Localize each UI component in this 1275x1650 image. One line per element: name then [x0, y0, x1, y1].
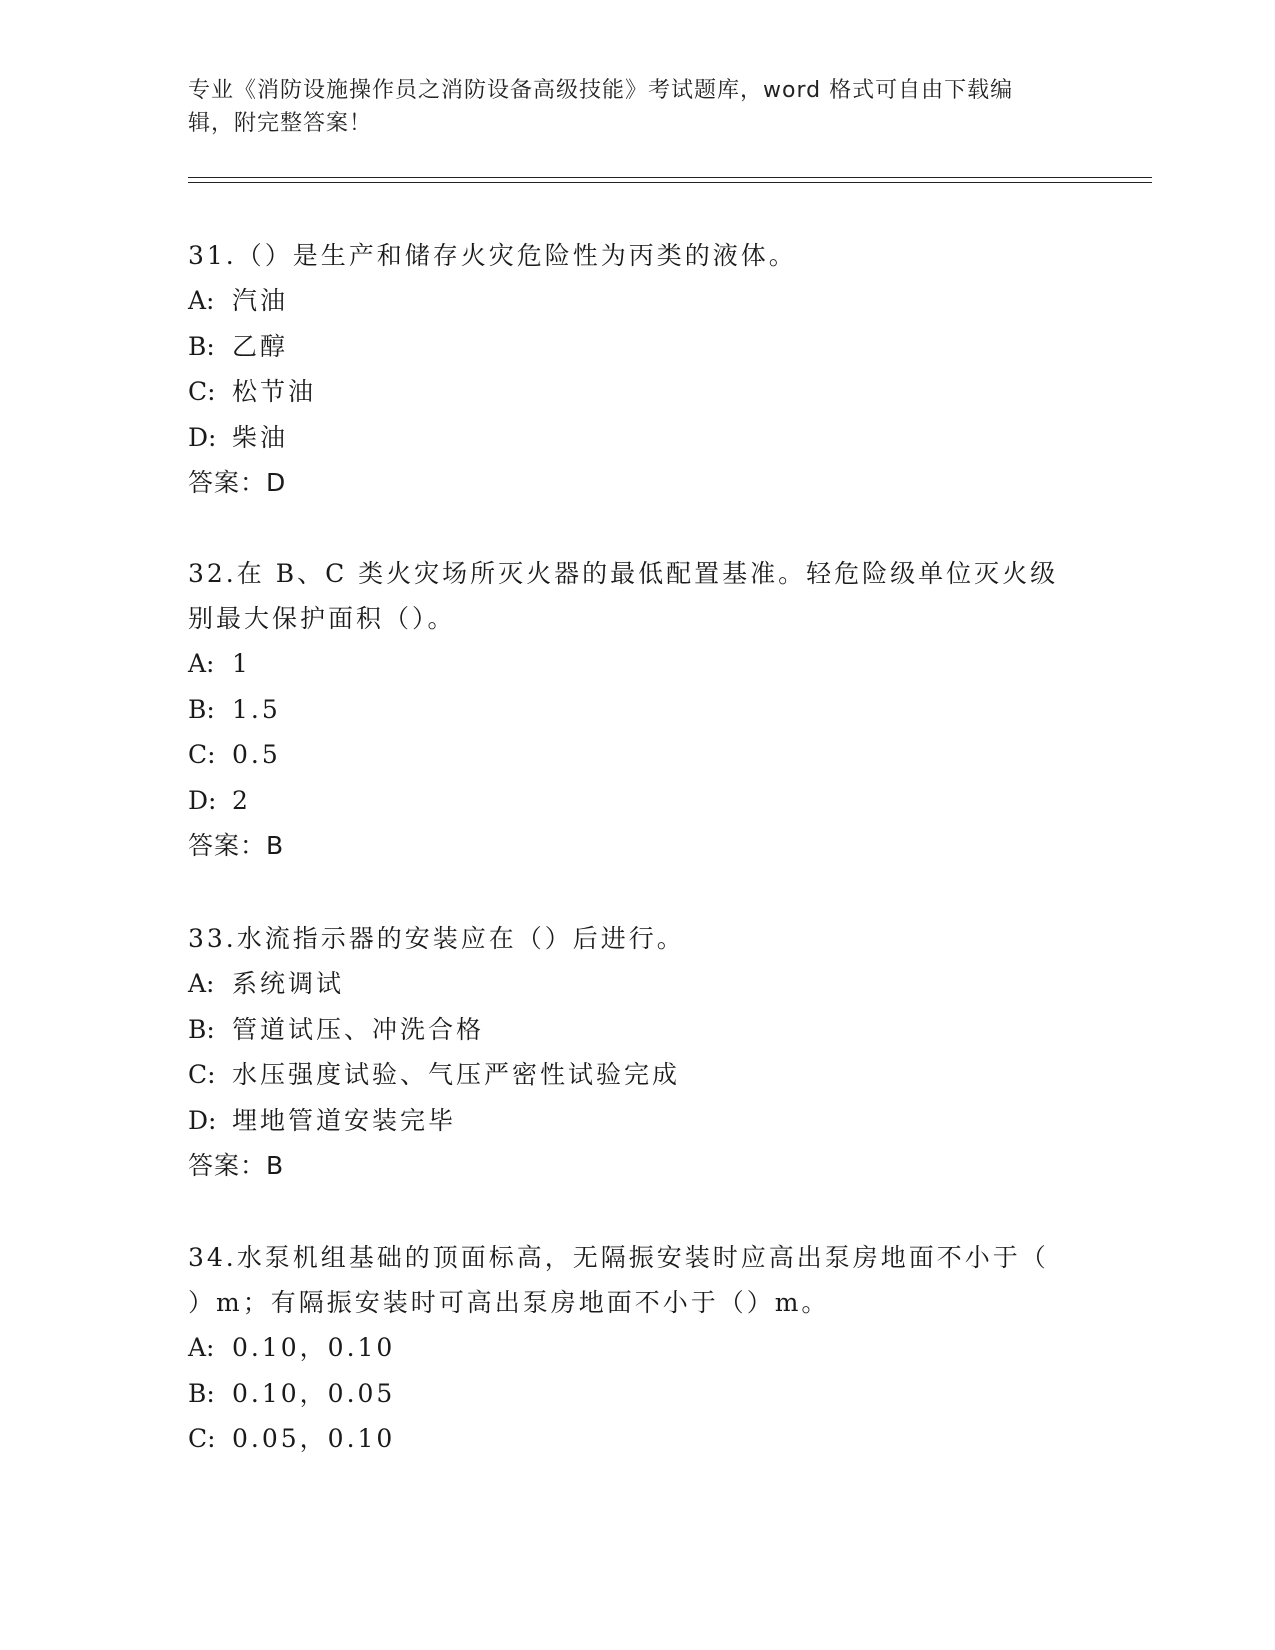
- question-stem: 32.在 B、C 类火灾场所灭火器的最低配置基准。轻危险级单位灭火级: [188, 559, 1059, 588]
- option-d: [188, 415, 1088, 461]
- question-34: [188, 1235, 1088, 1462]
- option-c: [188, 732, 1088, 778]
- option-key: C:: [188, 377, 216, 406]
- question-32: [188, 551, 1088, 868]
- option-text: 0.10，0.05: [232, 1378, 396, 1408]
- option-key: B:: [188, 694, 215, 724]
- option-text: 2: [232, 785, 251, 815]
- question-stem: 33.水流指示器的安装应在（）后进行。: [188, 924, 685, 953]
- option-text: 1.5: [232, 694, 281, 724]
- option-d: [188, 1098, 1088, 1144]
- option-a: [188, 1325, 1088, 1371]
- option-b: [188, 1371, 1088, 1417]
- option-b: [188, 324, 1088, 370]
- option-a: [188, 961, 1088, 1007]
- header-divider-top: [188, 177, 1152, 178]
- option-text: 1: [232, 649, 251, 678]
- option-text: 汽油: [232, 286, 289, 315]
- document-header: [188, 74, 1088, 140]
- question-stem-continued: ）m；有隔振安装时可高出泵房地面不小于（）m。: [188, 1288, 830, 1317]
- option-text: 柴油: [232, 422, 289, 452]
- option-text: 管道试压、冲洗合格: [232, 1014, 485, 1044]
- answer-line: 答案：B: [188, 1151, 285, 1180]
- option-key: D:: [188, 422, 217, 452]
- option-c: [188, 369, 1088, 415]
- option-text: 0.05，0.10: [232, 1424, 396, 1453]
- option-key: B:: [188, 1378, 215, 1408]
- option-b: [188, 687, 1088, 733]
- option-c: [188, 1416, 1088, 1462]
- header-line-1: 专业《消防设施操作员之消防设备高级技能》考试题库，word 格式可自由下载编: [188, 78, 1014, 103]
- answer-line: 答案：D: [188, 468, 287, 497]
- option-key: C:: [188, 740, 216, 769]
- option-text: 松节油: [232, 377, 317, 406]
- option-text: 水压强度试验、气压严密性试验完成: [232, 1060, 681, 1089]
- option-key: A:: [188, 969, 215, 998]
- header-line-2: 辑，附完整答案！: [188, 111, 373, 136]
- option-key: D:: [188, 1105, 217, 1135]
- option-c: [188, 1052, 1088, 1098]
- option-key: A:: [188, 1333, 215, 1362]
- question-stem: 34.水泵机组基础的顶面标高，无隔振安装时应高出泵房地面不小于（: [188, 1243, 1049, 1272]
- option-key: D:: [188, 785, 217, 815]
- option-text: 乙醇: [232, 331, 289, 361]
- option-key: A:: [188, 286, 215, 315]
- option-d: [188, 778, 1088, 824]
- question-31: [188, 233, 1088, 505]
- option-text: 埋地管道安装完毕: [232, 1105, 457, 1135]
- answer-line: 答案：B: [188, 831, 285, 860]
- option-a: [188, 278, 1088, 324]
- question-stem: 31.（）是生产和储存火灾危险性为丙类的液体。: [188, 241, 797, 270]
- option-key: A:: [188, 649, 215, 678]
- option-key: B:: [188, 331, 215, 361]
- option-b: [188, 1007, 1088, 1053]
- option-text: 系统调试: [232, 969, 345, 998]
- option-text: 0.10，0.10: [232, 1333, 396, 1362]
- option-key: C:: [188, 1060, 216, 1089]
- option-key: B:: [188, 1014, 215, 1044]
- option-key: C:: [188, 1424, 216, 1453]
- option-text: 0.5: [232, 740, 281, 769]
- option-a: [188, 641, 1088, 687]
- question-stem-continued: 别最大保护面积（）。: [188, 604, 456, 633]
- header-divider-bottom: [188, 182, 1152, 183]
- question-33: [188, 916, 1088, 1188]
